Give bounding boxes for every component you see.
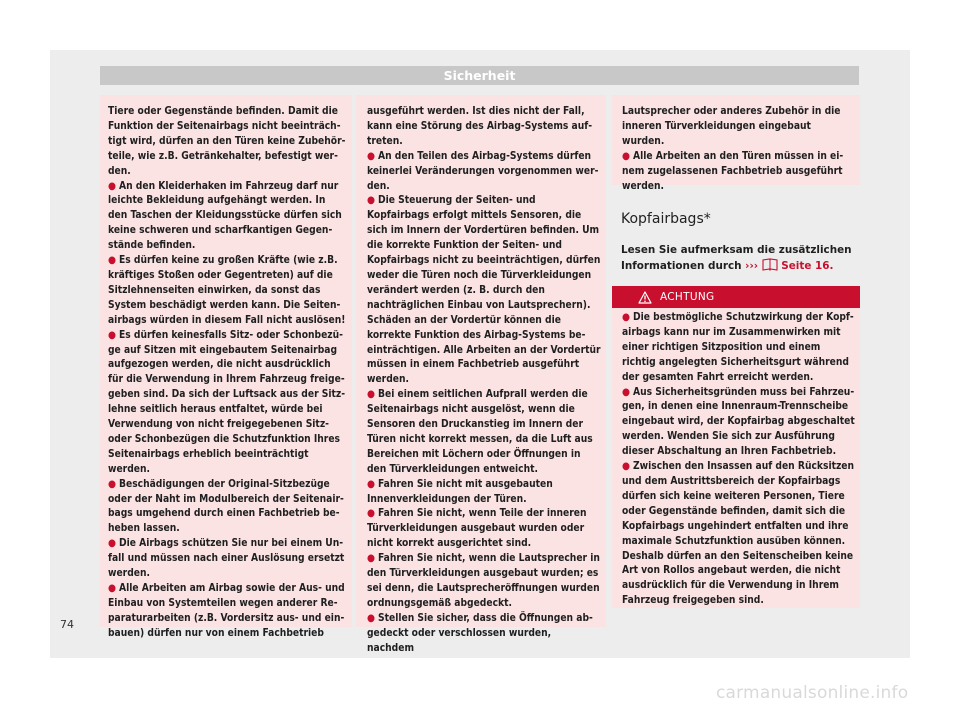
col2-text: [367, 105, 601, 657]
page-number: 74: [60, 618, 74, 631]
bullet-text: Fahren Sie nicht, wenn Teile der inneren Türverkleidungen ausgebaut wurden oder nicht korrekt ausgerichtet sind.: [367, 508, 587, 550]
bullet-item: [367, 478, 601, 508]
bullet-dot-icon: ●: [108, 329, 116, 341]
col3-top-text: [622, 105, 854, 194]
bullet-text: Beschädigungen der Original-Sitzbezüge oder der Naht im Modulbereich der Seitenairbags umgehend durch einen Fachbetrieb beheben lassen.: [108, 478, 344, 535]
bullet-dot-icon: ●: [367, 478, 375, 490]
bullet-dot-icon: ●: [367, 553, 375, 565]
warning-header: [612, 286, 860, 308]
warning-triangle-icon: [638, 290, 652, 312]
col2-paragraph: ausgeführt werden. Ist dies nicht der Fall, kann eine Störung des Airbag-Systems auftreten.: [367, 106, 593, 147]
bullet-item: [108, 537, 346, 582]
bullet-dot-icon: ●: [367, 508, 375, 520]
intro-text: Lesen Sie aufmerksam die zusätzlichen Informationen durch: [621, 244, 852, 272]
bullet-item: [108, 180, 346, 255]
bullet-text: Aus Sicherheitsgründen muss bei Fahrzeugen, in denen eine Innenraum-Trennscheibe eingebaut wird, der Kopfairbag abgeschaltet werden. Wenden Sie sich zur Ausführung dieser Abschaltung an Ihren Fachbetrieb.: [622, 386, 855, 458]
bullet-dot-icon: ●: [108, 478, 116, 490]
bullet-text: Alle Arbeiten an den Türen müssen in einem zugelassenen Fachbetrieb ausgeführt werden.: [622, 150, 844, 192]
bullet-item: [108, 478, 346, 538]
col1-paragraph: Tiere oder Gegenstände befinden. Damit die Funktion der Seitenairbags nicht beeinträchtigt wird, dürfen an den Türen keine Zubehörteile, wie z.B. Getränkehalter, befestigt werden.: [108, 106, 346, 177]
bullet-item: [622, 460, 856, 609]
bullet-text: Fahren Sie nicht, wenn die Lautsprecher in den Türverkleidungen ausgebaut wurden; es sei denn, die Lautsprecheröffnungen wurden ordnungsgemäß abgedeckt.: [367, 553, 600, 609]
bullet-dot-icon: ●: [108, 255, 116, 267]
bullet-item: [622, 150, 854, 195]
bullet-item: [108, 582, 346, 642]
section-title-kopfairbags: Kopfairbags*: [621, 211, 711, 227]
book-icon: [762, 258, 778, 276]
bullet-text: Zwischen den Insassen auf den Rücksitzen und dem Austrittsbereich der Kopfairbags dürfen sich keine weiteren Personen, Tiere oder Gegenstände befinden, damit sich die Kopfairbags ungehindert entfalten und ihre maximale Schutzfunktion ausüben können. Deshalb dürfen an den Seitenscheiben keine Art von Rollos angebaut werden, die nicht ausdrücklich für die Verwendung in Ihrem Fahrzeug freigegeben sind.: [622, 461, 855, 607]
bullet-item: [367, 388, 601, 477]
bullet-dot-icon: ●: [622, 150, 630, 162]
kopfairbags-bullets: [622, 311, 856, 609]
bullet-dot-icon: ●: [367, 195, 375, 207]
section-header: Sicherheit: [100, 66, 859, 85]
bullet-item: [622, 311, 856, 386]
bullet-dot-icon: ●: [108, 538, 116, 550]
bullet-text: Die Airbags schützen Sie nur bei einem Unfall und müssen nach einer Auslösung ersetzt werden.: [108, 538, 345, 580]
bullet-item: [622, 386, 856, 461]
warning-label: ACHTUNG: [660, 291, 715, 303]
col1-bullets: [108, 180, 346, 642]
page-reference-link[interactable]: Seite 16.: [781, 260, 834, 272]
bullet-item: [367, 150, 601, 195]
watermark: carmanualsonline.info: [716, 683, 909, 703]
col1-text: [108, 105, 346, 642]
bullet-dot-icon: ●: [622, 312, 630, 323]
bullet-text: Die Steuerung der Seiten- und Kopfairbags erfolgt mittels Sensoren, die sich im Innern der Vordertüren befinden. Um die korrekte Funktion der Seiten- und Kopfairbags nicht zu beeinträchtigen, dürfen weder die Türen noch die Türverkleidungen verändert werden (z. B. durch den nachträglichen Einbau von Lautsprechern). Schäden an der Vordertür können die korrekte Funktion des Airbag-Systems beeinträchtigen. Alle Arbeiten an der Vordertür müssen in einem Fachbetrieb ausgeführt werden.: [367, 195, 601, 386]
bullet-dot-icon: ●: [367, 389, 375, 401]
bullet-dot-icon: ●: [108, 180, 116, 192]
cross-ref-arrows: ›››: [745, 260, 759, 272]
bullet-text: Es dürfen keine zu großen Kräfte (wie z.B. kräftiges Stoßen oder Gegentreten) auf die Sitzlehnenseiten einwirken, da sonst das System beschädigt werden kann. Die Seitenairbags würden in diesem Fall nicht auslösen!: [108, 255, 346, 326]
bullet-dot-icon: ●: [367, 612, 375, 624]
bullet-text: Es dürfen keinesfalls Sitz- oder Schonbezüge auf Sitzen mit eingebautem Seitenairbag aufgezogen werden, die nicht ausdrücklich für die Verwendung in Ihrem Fahrzeug freigegeben sind. Da sich der Luftsack aus der Sitzlehne seitlich heraus entfaltet, würde bei Verwendung von nicht freigegebenen Sitz- oder Schonbezügen die Schutzfunktion Ihres Seitenairbags erheblich beeinträchtigt werden.: [108, 329, 346, 475]
bullet-item: [108, 329, 346, 478]
col3-top-paragraph: Lautsprecher oder anderes Zubehör in die inneren Türverkleidungen eingebaut wurden.: [622, 106, 841, 147]
bullet-text: Bei einem seitlichen Aufprall werden die Seitenairbags nicht ausgelöst, wenn die Sensoren den Druckanstieg im Innern der Türen nicht korrekt messen, da die Luft aus Bereichen mit Löchern oder Öffnungen in den Türverkleidungen entweicht.: [367, 389, 593, 475]
kopfairbags-warning-text: [622, 311, 856, 609]
bullet-text: Alle Arbeiten am Airbag sowie der Aus- und Einbau von Systemteilen wegen anderer Reparaturarbeiten (z.B. Vordersitz aus- und einbauen) dürfen nur von einem Fachbetrieb: [108, 583, 345, 639]
col3-top-bullets: [622, 150, 854, 195]
bullet-dot-icon: ●: [367, 150, 375, 162]
bullet-item: [367, 552, 601, 612]
bullet-dot-icon: ●: [108, 583, 116, 594]
bullet-item: [367, 612, 601, 657]
kopfairbags-intro: [621, 243, 859, 276]
bullet-text: An den Teilen des Airbag-Systems dürfen keinerlei Veränderungen vorgenommen werden.: [367, 150, 599, 192]
col2-bullets: [367, 150, 601, 657]
bullet-item: [367, 507, 601, 552]
bullet-dot-icon: ●: [622, 461, 630, 473]
bullet-item: [108, 254, 346, 329]
bullet-text: Stellen Sie sicher, dass die Öffnungen abgedeckt oder verschlossen wurden, nachdem: [367, 612, 593, 654]
bullet-dot-icon: ●: [622, 386, 630, 398]
bullet-item: [367, 194, 601, 388]
bullet-text: Fahren Sie nicht mit ausgebauten Innenverkleidungen der Türen.: [367, 478, 553, 505]
bullet-text: An den Kleiderhaken im Fahrzeug darf nur leichte Bekleidung aufgehängt werden. In den Taschen der Kleidungsstücke dürfen sich keine schweren und scharfkantigen Gegenstände befinden.: [108, 180, 342, 252]
bullet-text: Die bestmögliche Schutzwirkung der Kopfairbags kann nur im Zusammenwirken mit einer richtigen Sitzposition und einem richtig angelegten Sicherheitsgurt während der gesamten Fahrt erreicht werden.: [622, 312, 854, 383]
